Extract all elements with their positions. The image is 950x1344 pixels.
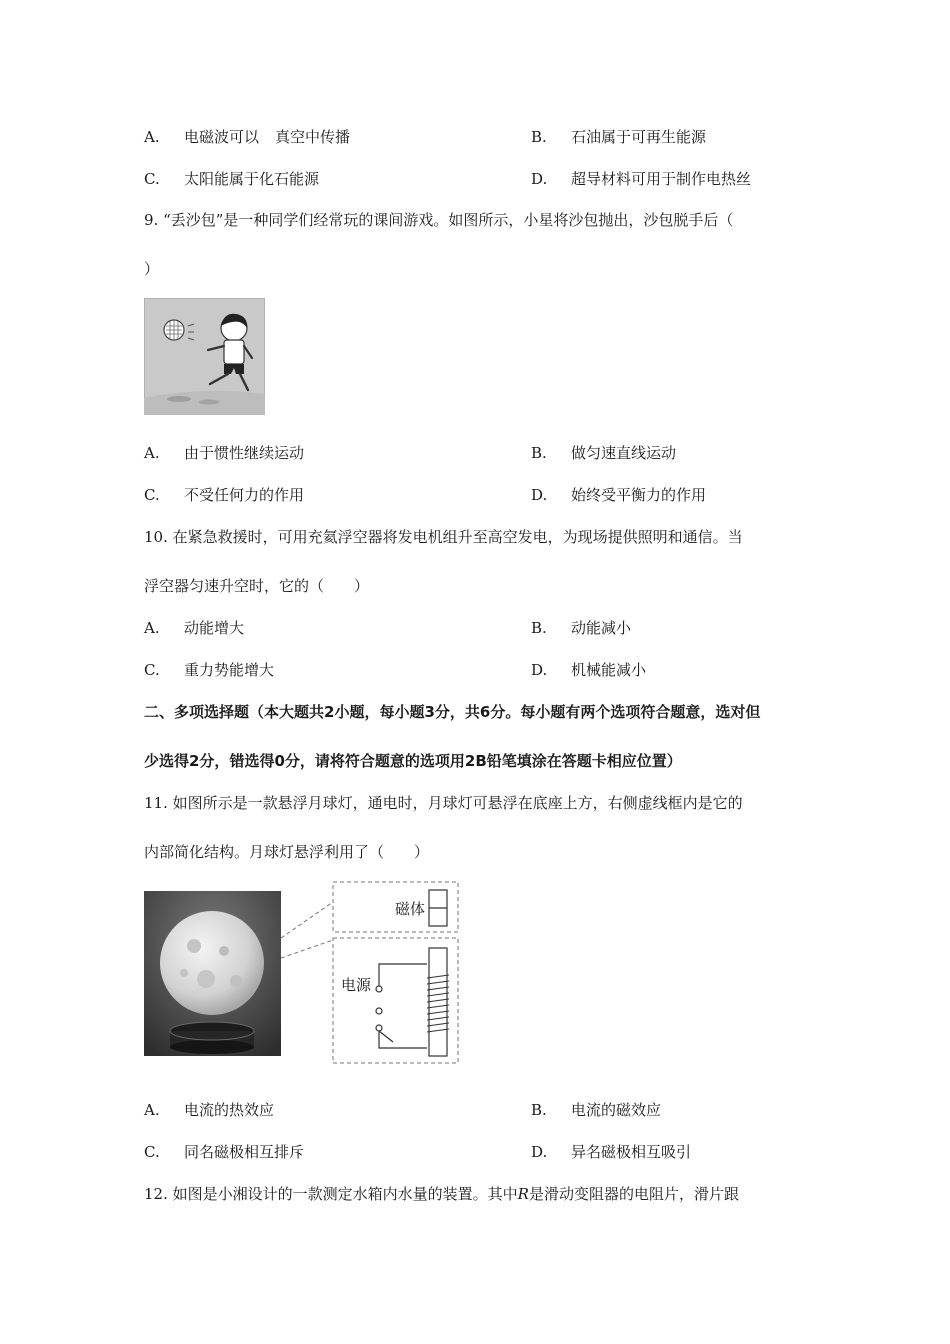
q9-option-b [531,443,676,463]
q12-stem-line1 [144,1184,739,1204]
option-text: 真空中传播 [275,128,351,146]
magnet-label: 磁体 [395,900,426,918]
power-source-label: 电源 [341,976,372,994]
option-label: D. [531,661,548,679]
q12-stem-text: 是滑动变阻器的电阻片，滑片跟 [528,1185,739,1203]
option-label: C. [144,661,160,679]
option-text: 做匀速直线运动 [571,444,677,462]
q9-stem-line2: ） [144,260,160,278]
q8-option-a [144,127,350,147]
q8-option-b [531,127,706,147]
option-label: A. [144,1101,160,1119]
option-label: A. [144,619,160,637]
option-text: 重力势能增大 [184,661,275,679]
option-text: 不受任何力的作用 [184,486,305,504]
option-text: 机械能减小 [571,661,647,679]
q9-option-a [144,443,304,463]
option-text: 由于惯性继续运动 [184,444,305,462]
moon-lamp-photo [144,891,281,1056]
option-text: 异名磁极相互吸引 [571,1143,692,1161]
q9-figure-sandbag-throw [144,298,265,415]
option-label: C. [144,486,160,504]
q10-option-a [144,618,244,638]
option-label: C. [144,170,160,188]
option-label: D. [531,1143,548,1161]
option-text: 动能减小 [571,619,632,637]
option-text: 石油属于可再生能源 [571,128,707,146]
q8-option-d [531,169,751,189]
q10-option-d [531,660,646,680]
option-text: 始终受平衡力的作用 [571,486,707,504]
option-text: 动能增大 [184,619,245,637]
q11-option-a [144,1100,274,1120]
option-text: 电流的磁效应 [571,1101,662,1119]
option-label: C. [144,1143,160,1161]
q12-stem-text: 12. 如图是小湘设计的一款测定水箱内水量的装置。其中 [144,1185,518,1203]
q11-stem-line1: 11. 如图所示是一款悬浮月球灯，通电时，月球灯可悬浮在底座上方，右侧虚线框内是它的 [144,794,743,812]
option-label: B. [531,444,547,462]
option-label: B. [531,128,547,146]
option-text: 电磁波可以 [184,128,260,146]
section2-heading-line1: 二、多项选择题（本大题共2小题，每小题3分，共6分。每小题有两个选项符合题意，选对但 [144,703,761,721]
option-label: A. [144,444,160,462]
moon-lamp-structure-diagram [281,880,461,1065]
q10-option-b [531,618,631,638]
option-label: D. [531,170,548,188]
option-label: B. [531,619,547,637]
q11-option-b [531,1100,661,1120]
option-text: 超导材料可用于制作电热丝 [571,170,752,188]
option-label: B. [531,1101,547,1119]
q9-option-d [531,485,706,505]
q11-stem-line2: 内部简化结构。月球灯悬浮利用了（ ） [144,843,430,861]
option-label: D. [531,486,548,504]
section2-heading-line2: 少选得2分，错选得0分，请将符合题意的选项用2B铅笔填涂在答题卡相应位置） [144,752,682,770]
q9-option-c [144,485,304,505]
q10-option-c [144,660,274,680]
option-text: 同名磁极相互排斥 [184,1143,305,1161]
q11-option-c [144,1142,304,1162]
q8-option-c [144,169,319,189]
q10-stem-line2: 浮空器匀速升空时，它的（ ） [144,577,370,595]
q10-stem-line1: 10. 在紧急救援时，可用充氦浮空器将发电机组升至高空发电，为现场提供照明和通信。当 [144,528,743,546]
option-label: A. [144,128,160,146]
q9-stem-line1: 9. “丢沙包”是一种同学们经常玩的课间游戏。如图所示，小星将沙包抛出，沙包脱手后（ [144,211,734,229]
q12-variable-r: R [517,1185,529,1203]
option-text: 太阳能属于化石能源 [184,170,320,188]
option-text: 电流的热效应 [184,1101,275,1119]
q11-option-d [531,1142,691,1162]
